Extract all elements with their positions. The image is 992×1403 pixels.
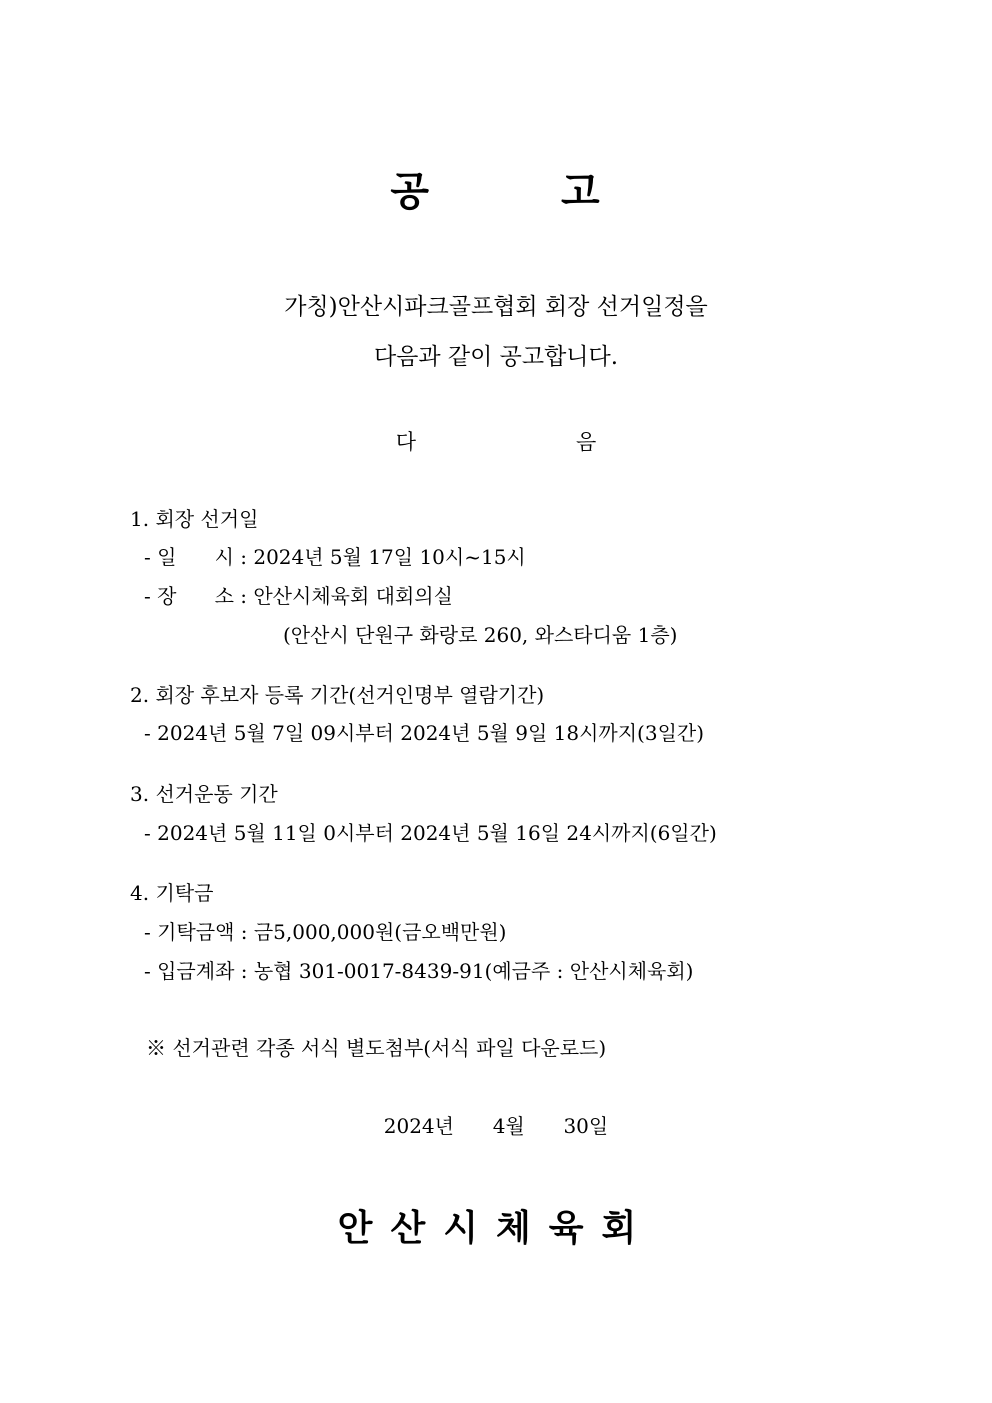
intro-line-2: 다음과 같이 공고합니다. bbox=[373, 344, 619, 370]
section-2-item-period: - 2024년 5월 7일 09시부터 2024년 5월 9일 18시까지(3일간) bbox=[144, 721, 705, 745]
organization-name: 안산시체육회 bbox=[337, 1207, 655, 1249]
section-4-item-account: - 입금계좌 : 농협 301-0017-8439-91(예금주 : 안산시체육회) bbox=[144, 959, 694, 983]
daeum-heading bbox=[0, 426, 992, 456]
daeum-left: 다 bbox=[395, 430, 416, 454]
intro-line-1: 가칭)안산시파크골프협회 회장 선거일정을 bbox=[284, 294, 708, 320]
notice-date bbox=[0, 1110, 992, 1139]
date-year: 2024년 bbox=[383, 1114, 454, 1138]
date-month: 4월 bbox=[492, 1114, 525, 1138]
section-3-heading: 3. 선거운동 기간 bbox=[130, 782, 278, 806]
section-1-item-datetime: - 일 시 : 2024년 5월 17일 10시~15시 bbox=[144, 545, 526, 569]
section-2-heading: 2. 회장 후보자 등록 기간(선거인명부 열람기간) bbox=[130, 683, 545, 707]
date-day: 30일 bbox=[563, 1114, 609, 1138]
daeum-right: 음 bbox=[576, 430, 597, 454]
title-right-char: 고 bbox=[561, 168, 602, 215]
section-1-heading: 1. 회장 선거일 bbox=[130, 507, 259, 531]
page-title bbox=[0, 160, 992, 217]
section-4-item-amount: - 기탁금액 : 금5,000,000원(금오백만원) bbox=[144, 920, 507, 944]
section-1-item-location: - 장 소 : 안산시체육회 대회의실 bbox=[144, 584, 453, 608]
title-left-char: 공 bbox=[390, 168, 431, 215]
section-3-item-period: - 2024년 5월 11일 0시부터 2024년 5월 16일 24시까지(6일간) bbox=[144, 821, 717, 845]
section-1-address: (안산시 단원구 화랑로 260, 와스타디움 1층) bbox=[283, 623, 678, 647]
attachment-note: ※ 선거관련 각종 서식 별도첨부(서식 파일 다운로드) bbox=[146, 1036, 607, 1060]
section-4-heading: 4. 기탁금 bbox=[130, 881, 214, 905]
